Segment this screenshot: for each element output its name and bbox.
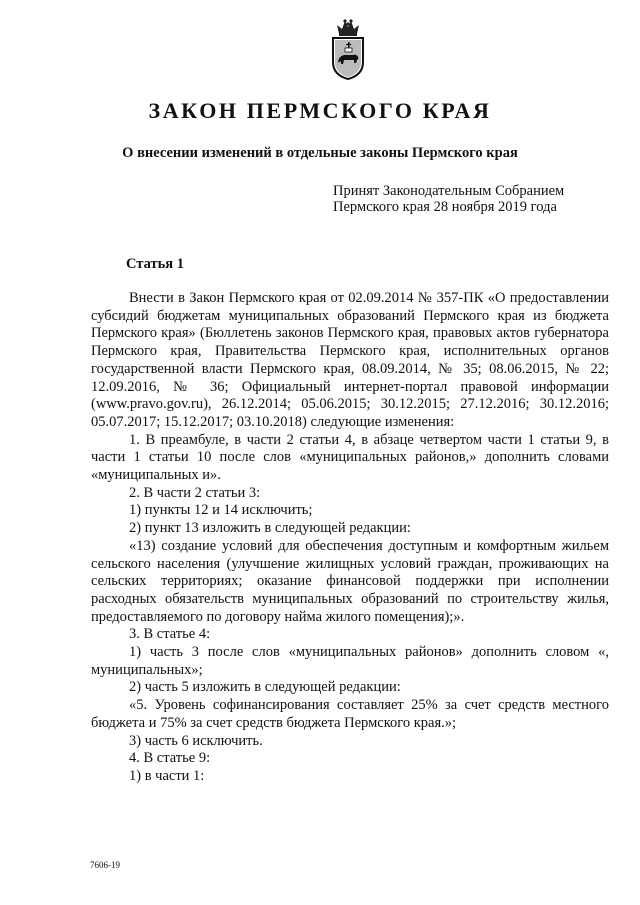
paragraph: «13) создание условий для обеспечения доступным и комфортным жильем сельского населения (улучшение жилищных условий граждан, проживающих на сельских территориях; оказание финансовой поддержки при исполнении расходных обязательств муниципальных образований по строительству жилья, предоставляемого по договору найма жилого помещения);». <box>91 537 609 625</box>
article-heading: Статья 1 <box>126 256 184 272</box>
adoption-line: Пермского края 28 ноября 2019 года <box>333 199 557 215</box>
paragraph: 1) пункты 12 и 14 исключить; <box>129 502 313 519</box>
paragraph: «5. Уровень софинансирования составляет 25% за счет средств местного бюджета и 75% за счет средств бюджета Пермского края.»; <box>91 697 609 731</box>
paragraph: 3) часть 6 исключить. <box>129 732 263 749</box>
paragraph: 2) пункт 13 изложить в следующей редакции: <box>129 520 411 537</box>
coat-of-arms-icon <box>328 18 368 80</box>
law-subtitle: О внесении изменений в отдельные законы Пермского края <box>122 145 518 161</box>
paragraph: 2) часть 5 изложить в следующей редакции: <box>129 679 401 696</box>
paragraph: 1. В преамбуле, в части 2 статьи 4, в абзаце четвертом части 1 статьи 9, в части 1 статьи 10 после слов «муниципальных районов,» дополнить словами «муниципальных и». <box>91 431 609 484</box>
law-title: ЗАКОН ПЕРМСКОГО КРАЯ <box>148 98 492 123</box>
article-body <box>91 290 609 786</box>
paragraph: 1) в части 1: <box>129 767 205 784</box>
adoption-line: Принят Законодательным Собранием <box>333 183 565 199</box>
paragraph: 1) часть 3 после слов «муниципальных районов» дополнить словом «, муниципальных»; <box>91 644 609 678</box>
paragraph: 4. В статье 9: <box>129 750 211 767</box>
paragraph: 2. В части 2 статьи 3: <box>129 484 261 501</box>
adoption-note <box>333 183 564 215</box>
document-number: 7606-19 <box>90 860 120 870</box>
paragraph: Внести в Закон Пермского края от 02.09.2014 № 357-ПК «О предоставлении субсидий бюджетам муниципальных образований Пермского края из бюджета Пермского края» (Бюллетень законов Пермского края, правовых актов губернатора Пермского края, Правительства Пермского края, исполнительных органов государственной власти Пермского края, 08.09.2014, № 35; 08.06.2015, № 22; 12.09.2016, № 36; Официальный интернет-портал правовой информации (www.pravo.gov.ru), 26.12.2014; 05.06.2015; 30.12.2015; 27.12.2016; 30.12.2016; 05.07.2017; 15.12.2017; 03.10.2018) следующие изменения: <box>91 290 609 430</box>
paragraph: 3. В статье 4: <box>129 626 211 643</box>
